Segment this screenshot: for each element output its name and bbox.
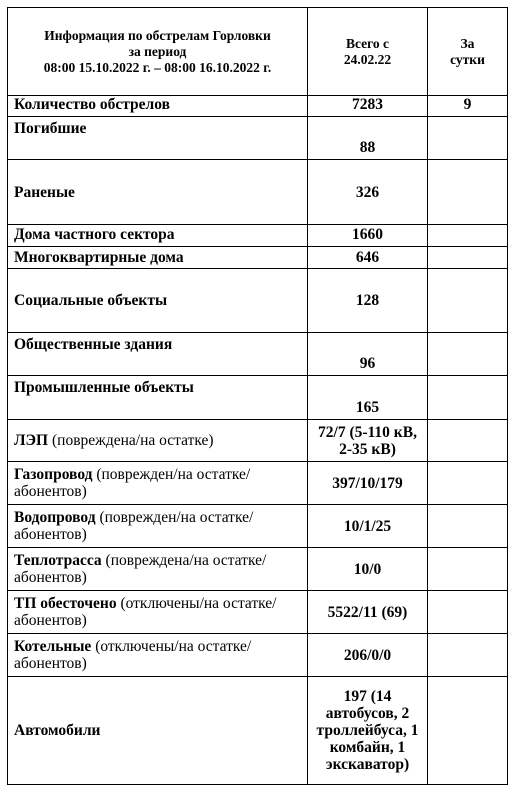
row-label-bold: Погибшие <box>14 120 87 137</box>
row-label <box>8 505 308 548</box>
row-label-bold: Промышленные объекты <box>14 379 194 396</box>
row-day <box>428 420 508 462</box>
table-row <box>8 677 508 785</box>
header-title-line-3: 08:00 15.10.2022 г. – 08:00 16.10.2022 г. <box>43 59 272 75</box>
row-day: 9 <box>428 96 508 117</box>
row-label <box>8 548 308 591</box>
row-total: 397/10/179 <box>308 462 428 505</box>
row-label <box>8 160 308 225</box>
row-day <box>428 462 508 505</box>
row-day <box>428 247 508 269</box>
row-day <box>428 548 508 591</box>
table-row <box>8 160 508 225</box>
row-label <box>8 677 308 785</box>
header-day-line-2: сутки <box>450 51 485 67</box>
row-day <box>428 117 508 160</box>
row-label <box>8 420 308 462</box>
row-label <box>8 96 308 117</box>
row-label-note: (отключены/на остатке/абонентов) <box>14 595 277 629</box>
row-label-note: (отключены/на остатке/абонентов) <box>14 638 252 672</box>
row-total: 5522/11 (69) <box>308 591 428 634</box>
row-label-bold: ЛЭП <box>14 432 49 449</box>
row-total: 1660 <box>308 225 428 247</box>
table-row <box>8 462 508 505</box>
row-label <box>8 247 308 269</box>
header-row <box>8 8 508 96</box>
row-total: 128 <box>308 269 428 333</box>
table-row <box>8 117 508 160</box>
row-total: 96 <box>308 333 428 376</box>
row-label-bold: Водопровод <box>14 509 96 526</box>
row-total: 326 <box>308 160 428 225</box>
row-label-bold: Газопровод <box>14 466 93 483</box>
row-label-bold: Автомобили <box>14 722 101 739</box>
row-label-note: (поврежден/на остатке/абонентов) <box>14 509 254 543</box>
table-row <box>8 333 508 376</box>
row-label-note: (повреждена/на остатке/абонентов) <box>14 552 267 586</box>
row-day <box>428 333 508 376</box>
shelling-info-table <box>7 7 508 785</box>
row-label <box>8 462 308 505</box>
row-total: 206/0/0 <box>308 634 428 677</box>
row-day <box>428 505 508 548</box>
row-total: 72/7 (5-110 кВ, 2-35 кВ) <box>308 420 428 462</box>
header-total-line-1: Всего с <box>345 35 390 51</box>
header-title-line-2: за период <box>128 43 187 59</box>
row-label-note: (повреждена/на остатке) <box>48 432 214 449</box>
row-total: 88 <box>308 117 428 160</box>
row-label-bold: Общественные здания <box>14 336 173 353</box>
row-label <box>8 376 308 420</box>
header-total-line-2: 24.02.22 <box>343 51 392 67</box>
row-total: 165 <box>308 376 428 420</box>
row-label-bold: Теплотрасса <box>14 552 102 569</box>
table-row <box>8 376 508 420</box>
row-total: 7283 <box>308 96 428 117</box>
table-row <box>8 420 508 462</box>
row-total: 10/0 <box>308 548 428 591</box>
row-total: 646 <box>308 247 428 269</box>
row-day <box>428 376 508 420</box>
row-day <box>428 225 508 247</box>
header-day-line-1: За <box>460 35 475 51</box>
row-label <box>8 225 308 247</box>
row-day <box>428 269 508 333</box>
header-total <box>308 8 428 96</box>
table-row <box>8 634 508 677</box>
row-label <box>8 634 308 677</box>
row-label-bold: Социальные объекты <box>14 292 168 309</box>
row-total: 197 (14 автобусов, 2 троллейбуса, 1 комбайн, 1 экскаватор) <box>308 677 428 785</box>
row-label <box>8 333 308 376</box>
row-label-bold: Многоквартирные дома <box>14 249 184 266</box>
table-row <box>8 96 508 117</box>
table-row <box>8 247 508 269</box>
row-label-bold: ТП обесточено <box>14 595 117 612</box>
table-row <box>8 591 508 634</box>
table-row <box>8 548 508 591</box>
table-row <box>8 225 508 247</box>
row-label <box>8 269 308 333</box>
header-day <box>428 8 508 96</box>
row-day <box>428 634 508 677</box>
row-label-note: (поврежден/на остатке/абонентов) <box>14 466 251 500</box>
row-total: 10/1/25 <box>308 505 428 548</box>
row-label <box>8 591 308 634</box>
row-label <box>8 117 308 160</box>
row-day <box>428 591 508 634</box>
row-label-bold: Котельные <box>14 638 92 655</box>
row-day <box>428 677 508 785</box>
row-label-bold: Раненые <box>14 183 75 201</box>
table-row <box>8 505 508 548</box>
header-title-line-1: Информация по обстрелам Горловки <box>44 27 271 43</box>
row-day <box>428 160 508 225</box>
header-title <box>8 8 308 96</box>
table-row <box>8 269 508 333</box>
row-label-bold: Количество обстрелов <box>14 96 170 113</box>
row-label-bold: Дома частного сектора <box>14 226 175 243</box>
